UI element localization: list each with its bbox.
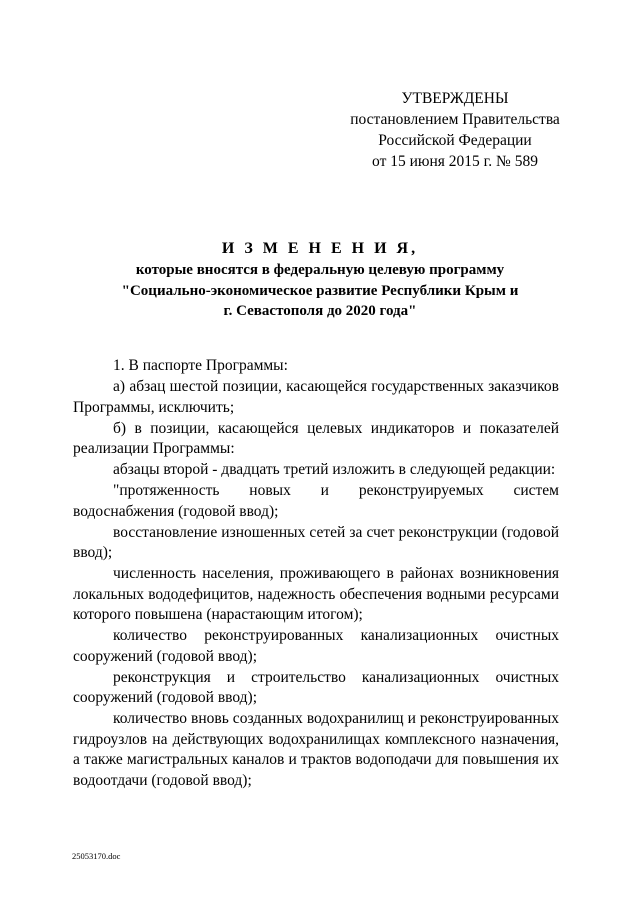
body-paragraph: реконструкция и строительство канализационных очистных сооружений (годовой ввод); xyxy=(73,668,559,706)
heading-subtitle-line: "Социально-экономическое развитие Республики Крым и xyxy=(121,282,519,299)
body-paragraph: 1. В паспорте Программы: xyxy=(113,357,288,374)
footer-filename: 25053170.doc xyxy=(72,851,121,861)
body-paragraph: абзацы второй - двадцать третий изложить в следующей редакции: xyxy=(113,461,556,478)
body-paragraph: а) абзац шестой позиции, касающейся государственных заказчиков Программы, исключить; xyxy=(73,378,559,416)
body-paragraph: б) в позиции, касающейся целевых индикаторов и показателей реализации Программы: xyxy=(73,419,559,457)
approval-title: УТВЕРЖДЕНЫ xyxy=(401,90,509,107)
document-heading xyxy=(60,238,580,322)
body-paragraph: количество реконструированных канализационных очистных сооружений (годовой ввод); xyxy=(73,627,559,665)
approval-line: постановлением Правительства xyxy=(350,111,560,128)
body-paragraph: численность населения, проживающего в районах возникновения локальных вододефицитов, надежность обеспечения водными ресурсами которого повышена (нарастающим итогом); xyxy=(73,565,559,623)
heading-subtitle-line: г. Севастополя до 2020 года" xyxy=(223,303,417,319)
heading-title: И З М Е Н Е Н И Я, xyxy=(221,240,419,257)
body-paragraph: восстановление изношенных сетей за счет реконструкции (годовой ввод); xyxy=(73,523,559,561)
approval-line: от 15 июня 2015 г. № 589 xyxy=(372,153,538,170)
heading-subtitle-line: которые вносятся в федеральную целевую программу xyxy=(135,262,505,278)
body-paragraph: количество вновь созданных водохранилищ и реконструированных гидроузлов на действующих водохранилищах комплексного назначения, а также магистральных каналов и трактов водоподачи для повышения их водоотдачи (годовой ввод); xyxy=(73,710,559,789)
approval-block xyxy=(340,88,570,172)
document-body xyxy=(73,356,559,791)
approval-line: Российской Федерации xyxy=(378,132,532,149)
body-paragraph: "протяженность новых и реконструируемых систем водоснабжения (годовой ввод); xyxy=(73,482,559,520)
